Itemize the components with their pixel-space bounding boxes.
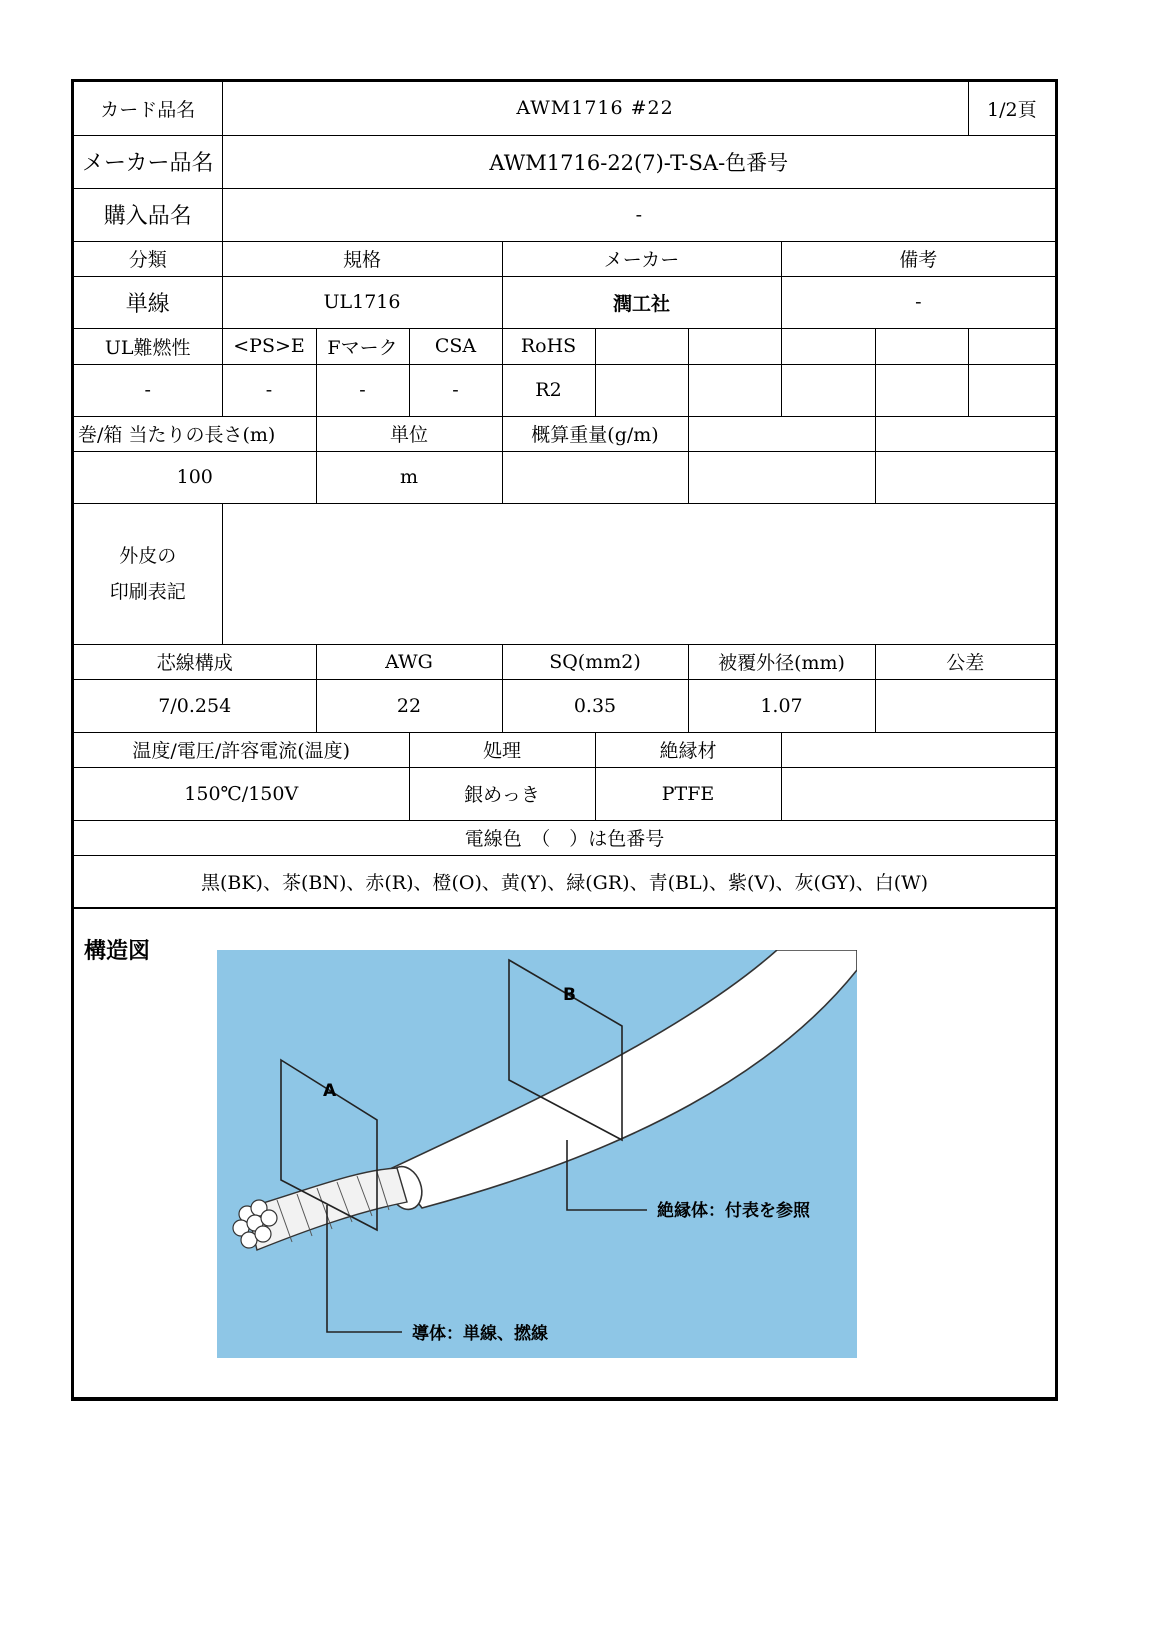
spec-sheet bbox=[71, 79, 1058, 1401]
conductor-header-row bbox=[74, 644, 1055, 679]
empty-cell bbox=[688, 416, 875, 451]
empty-cell bbox=[688, 451, 875, 503]
print-marking-label-2: 印刷表記 bbox=[109, 580, 186, 603]
purchase-part-row bbox=[74, 188, 1055, 241]
empty-cell bbox=[595, 364, 688, 416]
insulation-header: 絶縁材 bbox=[595, 732, 781, 767]
packaging-header-row bbox=[74, 416, 1055, 451]
packaging-value-row bbox=[74, 451, 1055, 503]
awg-value: 22 bbox=[316, 679, 502, 732]
pse-header: <PS>E bbox=[222, 328, 316, 364]
cable-structure-diagram bbox=[217, 950, 857, 1358]
outer-diameter-value: 1.07 bbox=[688, 679, 875, 732]
csa-header: CSA bbox=[409, 328, 502, 364]
purchase-part-label: 購入品名 bbox=[74, 188, 222, 241]
remarks-value: - bbox=[781, 276, 1055, 328]
empty-cell bbox=[688, 364, 781, 416]
empty-cell bbox=[968, 328, 1055, 364]
classification-value-row bbox=[74, 276, 1055, 328]
sq-header: SQ(mm2) bbox=[502, 644, 688, 679]
ratings-value-row bbox=[74, 767, 1055, 820]
classification-value: 単線 bbox=[74, 276, 222, 328]
maker-part-value: AWM1716-22(7)-T-SA-色番号 bbox=[222, 135, 1055, 188]
empty-cell bbox=[875, 328, 968, 364]
maker-header: メーカー bbox=[502, 241, 781, 276]
structure-diagram-title: 構造図 bbox=[84, 939, 151, 964]
classification-header-row bbox=[74, 241, 1055, 276]
cert-value-row bbox=[74, 364, 1055, 416]
conductor-note: 導体：単線、撚線 bbox=[412, 1324, 548, 1344]
unit-header: 単位 bbox=[316, 416, 502, 451]
maker-part-row bbox=[74, 135, 1055, 188]
section-label-b: B bbox=[563, 985, 576, 1005]
awg-header: AWG bbox=[316, 644, 502, 679]
maker-part-label: メーカー品名 bbox=[74, 135, 222, 188]
rating-value: 150℃/150V bbox=[74, 767, 409, 820]
outer-diameter-header: 被覆外径(mm) bbox=[688, 644, 875, 679]
strand-header: 芯線構成 bbox=[74, 644, 316, 679]
insulation-note: 絶縁体：付表を参照 bbox=[657, 1201, 810, 1221]
tolerance-value bbox=[875, 679, 1055, 732]
empty-cell bbox=[781, 767, 1055, 820]
purchase-part-value: - bbox=[222, 188, 1055, 241]
insulation-value: PTFE bbox=[595, 767, 781, 820]
empty-cell bbox=[781, 328, 875, 364]
conductor-value-row bbox=[74, 679, 1055, 732]
rohs-value: R2 bbox=[502, 364, 595, 416]
classification-header: 分類 bbox=[74, 241, 222, 276]
csa-value: - bbox=[409, 364, 502, 416]
print-marking-row bbox=[74, 503, 1055, 644]
rohs-header: RoHS bbox=[502, 328, 595, 364]
wire-color-header-row bbox=[74, 820, 1055, 855]
remarks-header: 備考 bbox=[781, 241, 1055, 276]
treatment-value: 銀めっき bbox=[409, 767, 595, 820]
empty-cell bbox=[688, 328, 781, 364]
length-header: 巻/箱 当たりの長さ(m) bbox=[74, 416, 316, 451]
wire-color-value: 黒(BK)、茶(BN)、赤(R)、橙(O)、黄(Y)、緑(GR)、青(BL)、紫(V)、灰(GY)、白(W) bbox=[74, 855, 1055, 908]
rating-header: 温度/電圧/許容電流(温度) bbox=[74, 732, 409, 767]
print-marking-label bbox=[74, 503, 222, 644]
card-value: AWM1716 #22 bbox=[222, 82, 968, 135]
empty-cell bbox=[968, 364, 1055, 416]
strand-value: 7/0.254 bbox=[74, 679, 316, 732]
empty-cell bbox=[875, 416, 1055, 451]
maker-value: 潤工社 bbox=[502, 276, 781, 328]
print-marking-label-1: 外皮の bbox=[119, 544, 177, 567]
pse-value: - bbox=[222, 364, 316, 416]
card-row bbox=[74, 82, 1055, 135]
f-mark-value: - bbox=[316, 364, 409, 416]
section-label-a: A bbox=[323, 1081, 337, 1101]
cert-header-row bbox=[74, 328, 1055, 364]
standard-header: 規格 bbox=[222, 241, 502, 276]
weight-value bbox=[502, 451, 688, 503]
empty-cell bbox=[781, 732, 1055, 767]
standard-value: UL1716 bbox=[222, 276, 502, 328]
ratings-header-row bbox=[74, 732, 1055, 767]
tolerance-header: 公差 bbox=[875, 644, 1055, 679]
ul-flame-value: - bbox=[74, 364, 222, 416]
unit-value: m bbox=[316, 451, 502, 503]
structure-diagram-section bbox=[74, 916, 1055, 1400]
treatment-header: 処理 bbox=[409, 732, 595, 767]
empty-cell bbox=[875, 451, 1055, 503]
weight-header: 概算重量(g/m) bbox=[502, 416, 688, 451]
spec-table bbox=[74, 82, 1055, 909]
card-label: カード品名 bbox=[74, 82, 222, 135]
sq-value: 0.35 bbox=[502, 679, 688, 732]
f-mark-header: Fマーク bbox=[316, 328, 409, 364]
empty-cell bbox=[781, 364, 875, 416]
page-number: 1/2頁 bbox=[968, 82, 1055, 135]
length-value: 100 bbox=[74, 451, 316, 503]
empty-cell bbox=[595, 328, 688, 364]
wire-color-header: 電線色 （ ）は色番号 bbox=[74, 820, 1055, 855]
ul-flame-header: UL難燃性 bbox=[74, 328, 222, 364]
wire-color-value-row bbox=[74, 855, 1055, 908]
print-marking-value bbox=[222, 503, 1055, 644]
empty-cell bbox=[875, 364, 968, 416]
